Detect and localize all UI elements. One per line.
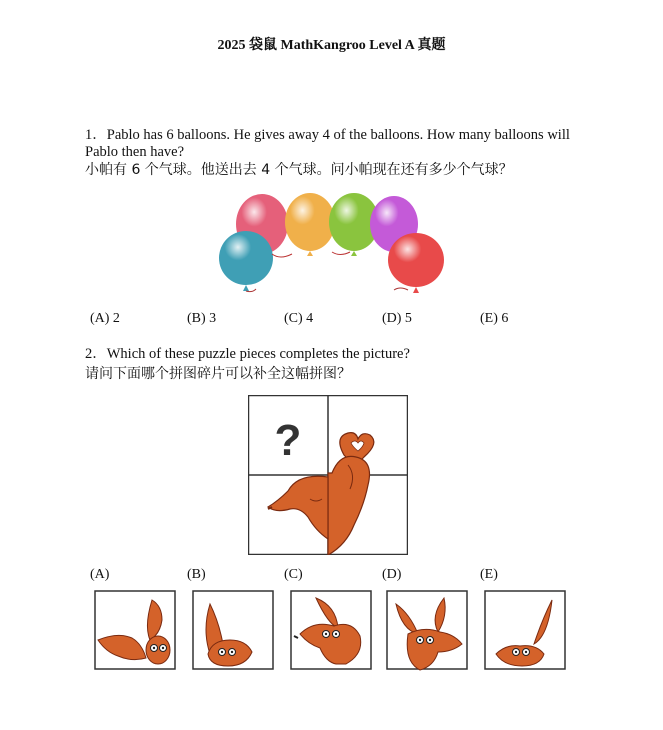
q2-option-a-label[interactable]: (A) <box>90 567 110 582</box>
q1-option-a[interactable]: (A) 2 <box>90 311 120 326</box>
question-2-text-en: 2．Which of these puzzle pieces completes the picture? <box>85 346 410 362</box>
q2-option-e-label[interactable]: (E) <box>480 567 498 582</box>
q2-option-c-label[interactable]: (C) <box>284 567 303 582</box>
q2-option-d-label[interactable]: (D) <box>382 567 402 582</box>
q1-option-e[interactable]: (E) 6 <box>480 311 509 326</box>
balloon-orange <box>285 193 335 256</box>
q2-option-a-piece[interactable] <box>94 590 176 672</box>
balloon-blue <box>219 231 273 292</box>
question-1-text-en: 1．Pablo has 6 balloons. He gives away 4 of the balloons. How many balloons will Pablo then have? <box>85 127 570 160</box>
q2-option-e-piece[interactable] <box>484 590 566 672</box>
q2-option-b-piece[interactable] <box>192 590 274 672</box>
q2-option-c-piece[interactable] <box>290 590 372 672</box>
question-mark: ? <box>274 416 302 465</box>
q1-option-b[interactable]: (B) 3 <box>187 311 217 326</box>
q2-option-d-piece[interactable] <box>386 590 468 672</box>
q1-option-d[interactable]: (D) 5 <box>382 311 412 326</box>
balloons-illustration <box>212 190 450 294</box>
q2-option-b-label[interactable]: (B) <box>187 567 206 582</box>
balloon-red <box>388 233 444 293</box>
page-title: 2025 袋鼠 MathKangroo Level A 真题 <box>217 38 446 53</box>
kangaroo-puzzle <box>248 395 408 555</box>
question-1-text-zh: 小帕有 6 个气球。他送出去 4 个气球。问小帕现在还有多少个气球？ <box>85 162 513 178</box>
question-2-text-zh: 请问下面哪个拼图碎片可以补全这幅拼图？ <box>85 366 351 382</box>
q1-option-c[interactable]: (C) 4 <box>284 311 314 326</box>
